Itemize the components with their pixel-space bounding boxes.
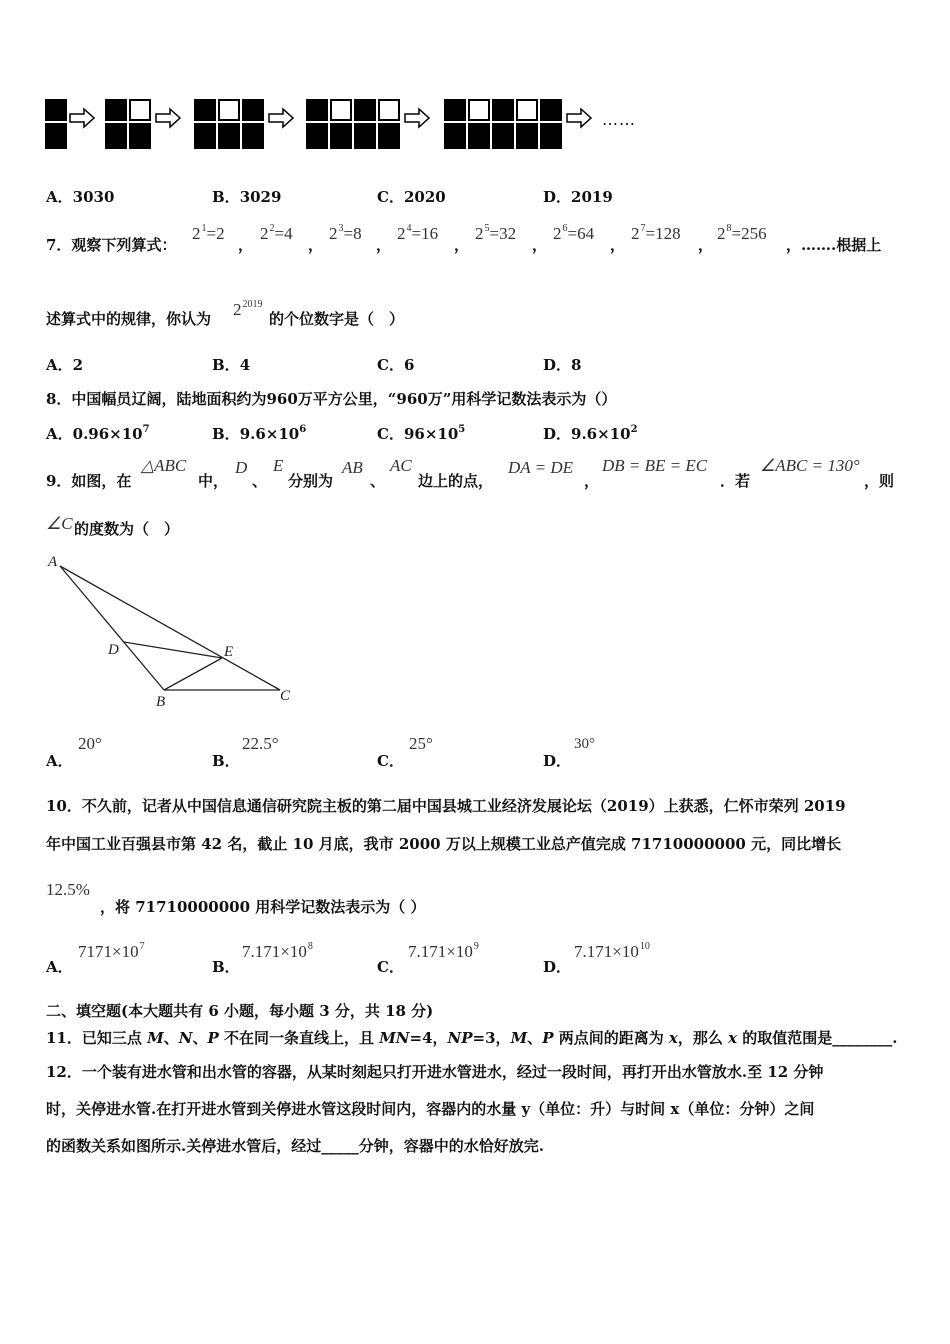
q7-prefix: 7．观察下列算式： bbox=[46, 236, 177, 254]
q7-stem-line1: 7．观察下列算式： $2^1=2$ ， $2^2=4$ ， $2^3=8$ ， $2^4=16$ ， $2^5=32$ ， $2^6=64$ ， $2^7=128$ ， $2^8=256$ ，…….根据上 bbox=[46, 223, 882, 254]
label-e: E bbox=[224, 644, 234, 660]
q10-stem-line1: 10．不久前，记者从中国信息通信研究院主板的第二届中国县城工业经济发展论坛（2019）上获悉，仁怀市荣列 2019 bbox=[46, 797, 846, 815]
q7-option-c[interactable]: C．6 bbox=[377, 356, 415, 374]
q7-tail: ，…….根据上 bbox=[786, 236, 882, 254]
q10-option-b-letter[interactable]: B． bbox=[212, 958, 240, 976]
label-d: D bbox=[108, 642, 119, 658]
q9-option-d-value[interactable]: 30° bbox=[574, 736, 595, 752]
label-a: A bbox=[48, 554, 58, 570]
q7-option-b[interactable]: B．4 bbox=[212, 356, 251, 374]
label-c: C bbox=[280, 688, 291, 704]
q8-options bbox=[46, 423, 746, 445]
q7-power-1: $2^1=2$ bbox=[192, 223, 225, 243]
pattern-ellipsis: …… bbox=[602, 110, 636, 129]
pattern-figure-svg bbox=[40, 92, 640, 156]
q9-option-c-value[interactable]: 25° bbox=[409, 734, 433, 753]
q7-power-4: $2^4=16$ bbox=[397, 223, 439, 243]
q10-options bbox=[46, 938, 746, 978]
q10-option-d-letter[interactable]: D． bbox=[543, 958, 572, 976]
q8-option-c[interactable]: C．$96\times 10^5$ bbox=[377, 424, 466, 443]
q10-option-a-value[interactable]: $7171\times 10^7$ bbox=[78, 941, 145, 961]
q7-big-power: $2^{2019}$ bbox=[233, 299, 263, 319]
q6-option-c[interactable]: C．2020 bbox=[377, 188, 446, 206]
q10-option-d-value[interactable]: $7.171\times 10^{10}$ bbox=[574, 941, 650, 961]
q10-percent: 12.5% bbox=[46, 880, 90, 899]
q11-stem: 11．已知三点 M、N、P 不在同一条直线上，且 MN=4，NP=3，M、P 两点间的距离为 x，那么 x 的取值范围是________. bbox=[46, 1029, 898, 1047]
q7-power-8: $2^8=256$ bbox=[717, 223, 767, 243]
q8-option-d[interactable]: D．$9.6\times 10^2$ bbox=[543, 424, 638, 443]
q7-option-d[interactable]: D．8 bbox=[543, 356, 582, 374]
q9-option-d-letter[interactable]: D． bbox=[543, 752, 572, 770]
q8-stem: 8．中国幅员辽阔，陆地面积约为960万平方公里，“960万”用科学记数法表示为（） bbox=[46, 390, 617, 408]
q7-power-6: $2^6=64$ bbox=[553, 223, 595, 243]
q7-power-5: $2^5=32$ bbox=[475, 223, 517, 243]
segment-be bbox=[164, 658, 222, 690]
q7-options bbox=[46, 354, 746, 376]
segment-ab bbox=[60, 566, 164, 690]
q9-option-a-letter[interactable]: A． bbox=[46, 752, 73, 770]
q9-stem-line2: ∠C 的度数为（ ） bbox=[46, 514, 180, 538]
q10-option-c-letter[interactable]: C． bbox=[377, 958, 404, 976]
q6-option-b[interactable]: B．3029 bbox=[212, 188, 282, 206]
q12-stem-line2: 时，关停进水管.在打开进水管到关停进水管这段时间内，容器内的水量 y（单位：升）与时间 x（单位：分钟）之间 bbox=[46, 1100, 815, 1118]
label-b: B bbox=[156, 694, 166, 710]
segment-ac bbox=[60, 566, 280, 690]
q6-options bbox=[46, 186, 746, 208]
q9-option-c-letter[interactable]: C． bbox=[377, 752, 404, 770]
q6-option-d[interactable]: D．2019 bbox=[543, 188, 613, 206]
q9-option-b-value[interactable]: 22.5° bbox=[242, 734, 279, 753]
q9-options bbox=[46, 732, 746, 772]
q9-triangle-figure bbox=[40, 548, 300, 718]
q12-stem-line1: 12．一个装有进水管和出水管的容器，从某时刻起只打开进水管进水，经过一段时间，再打开出水管放水.至 12 分钟 bbox=[46, 1063, 824, 1081]
q8-option-a[interactable]: A．$0.96\times 10^7$ bbox=[46, 424, 150, 443]
q10-stem-line3: 12.5% ，将 71710000000 用科学记数法表示为（ ） bbox=[46, 880, 426, 916]
segment-de bbox=[124, 642, 222, 658]
q7-power-2: $2^2=4$ bbox=[260, 223, 293, 243]
q10-option-a-letter[interactable]: A． bbox=[46, 958, 73, 976]
q10-option-b-value[interactable]: $7.171\times 10^8$ bbox=[242, 941, 313, 961]
q10-stem-line2: 年中国工业百强县市第 42 名，截止 10 月底，我市 2000 万以上规模工业总产值完成 71710000000 元，同比增长 bbox=[46, 835, 842, 853]
q7-option-a[interactable]: A．2 bbox=[46, 356, 84, 374]
q6-option-a[interactable]: A．3030 bbox=[46, 188, 115, 206]
q12-stem-line3: 的函数关系如图所示.关停进水管后，经过_____分钟，容器中的水恰好放完. bbox=[46, 1137, 544, 1155]
section-2-title: 二、填空题(本大题共有 6 小题，每小题 3 分，共 18 分) bbox=[46, 1002, 434, 1020]
q9-stem-line1: 9．如图，在 △ABC 中， D 、 E 分别为 AB 、 AC 边上的点， DA = DE ， DB = BE = EC ．若 ∠ABC = 130° ，则 bbox=[46, 456, 895, 490]
q7-power-7: $2^7=128$ bbox=[631, 223, 681, 243]
q10-option-c-value[interactable]: $7.171\times 10^9$ bbox=[408, 941, 479, 961]
q7-power-3: $2^3=8$ bbox=[329, 223, 362, 243]
q9-option-a-value[interactable]: 20° bbox=[78, 734, 102, 753]
q9-option-b-letter[interactable]: B． bbox=[212, 752, 240, 770]
q7-stem-line2: 述算式中的规律，你认为 $2^{2019}$ 的个位数字是（ ） bbox=[46, 299, 405, 328]
q8-option-b[interactable]: B．$9.6\times 10^6$ bbox=[212, 424, 307, 443]
